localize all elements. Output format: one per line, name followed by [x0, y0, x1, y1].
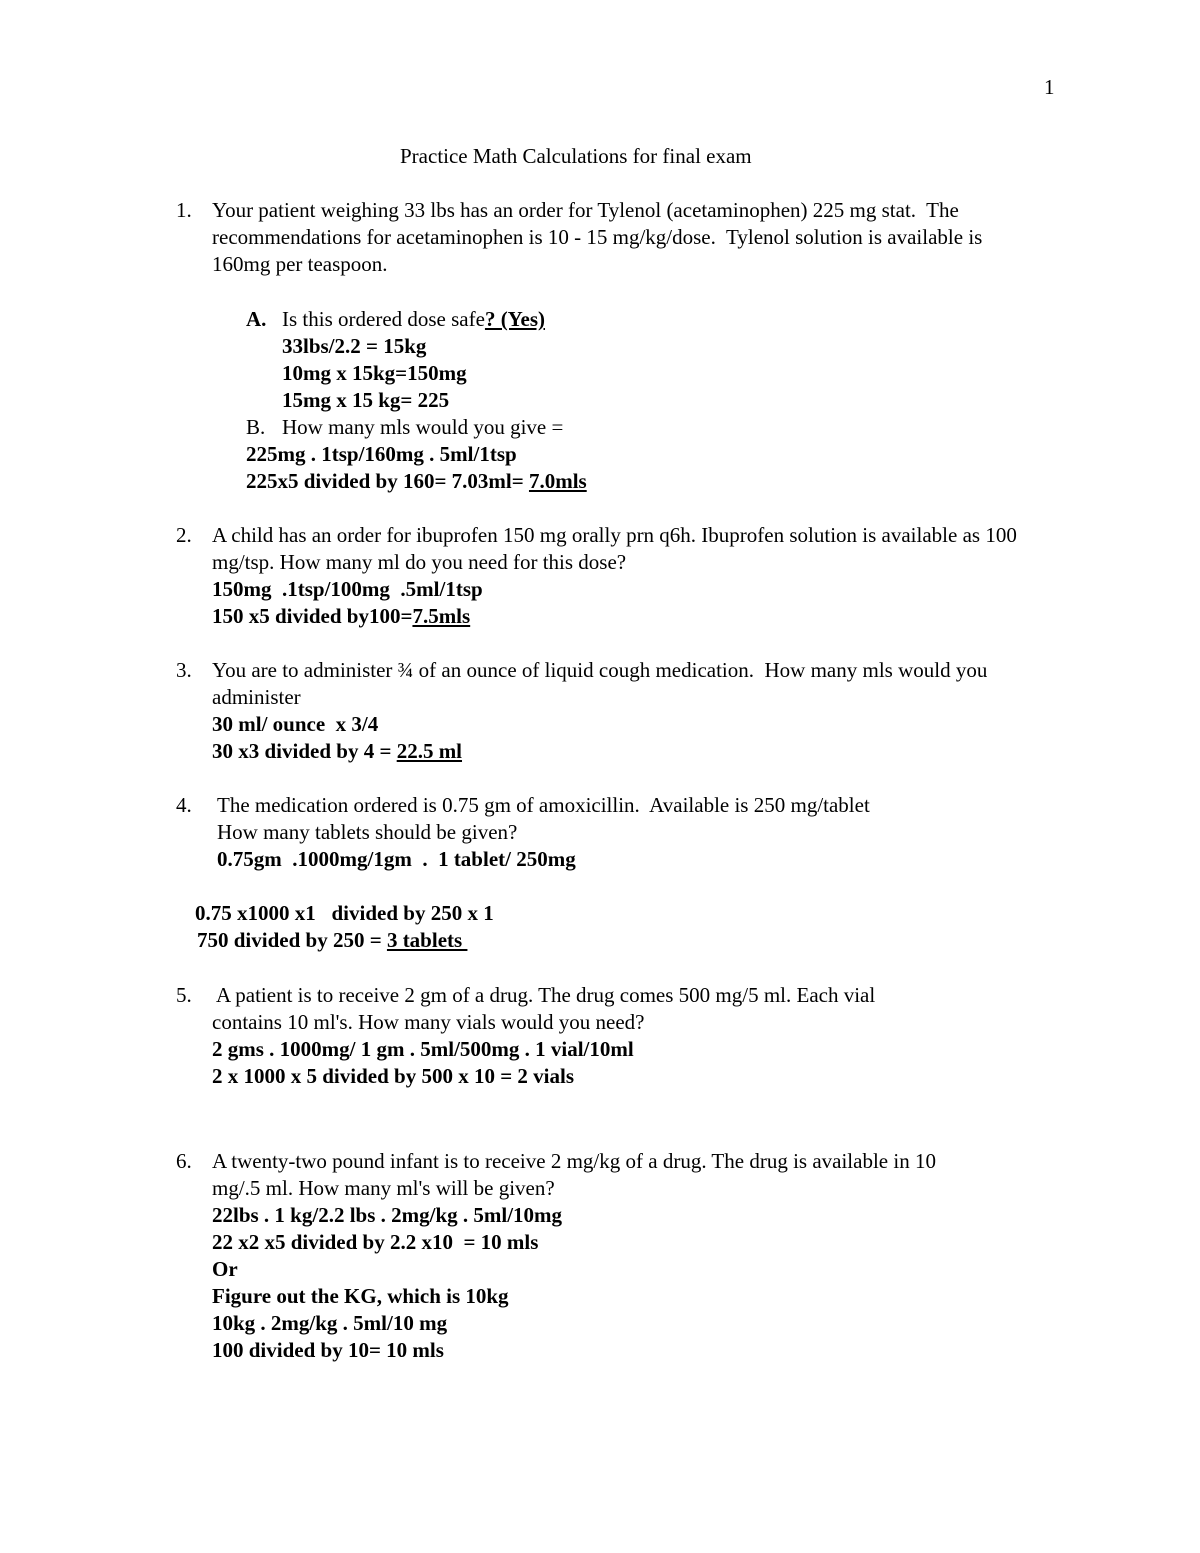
final-answer: 3 tablets — [386, 928, 468, 952]
subquestion-text — [282, 306, 545, 333]
subquestion-answer: ? (Yes) — [484, 307, 546, 331]
work-line: 33lbs/2.2 = 15kg — [282, 334, 427, 358]
question-number: 3. — [176, 658, 192, 682]
subquestion-label: B. — [246, 415, 266, 439]
question-text-line: administer — [212, 685, 301, 709]
final-answer: 7.0mls — [528, 469, 587, 493]
work-line: 150mg .1tsp/100mg .5ml/1tsp — [212, 577, 483, 601]
final-answer-line — [197, 927, 467, 954]
question-text-line: You are to administer ¾ of an ounce of liquid cough medication. How many mls would you — [212, 658, 988, 682]
question-text-line: How many tablets should be given? — [217, 820, 518, 844]
work-line: 30 ml/ ounce x 3/4 — [212, 712, 379, 736]
work-line: Figure out the KG, which is 10kg — [212, 1284, 509, 1308]
work-line: 22lbs . 1 kg/2.2 lbs . 2mg/kg . 5ml/10mg — [212, 1203, 563, 1227]
question-text-line: 160mg per teaspoon. — [212, 252, 388, 276]
question-text-line: mg/tsp. How many ml do you need for this dose? — [212, 550, 627, 574]
question-text-line: The medication ordered is 0.75 gm of amoxicillin. Available is 250 mg/tablet — [217, 793, 870, 817]
question-text-line: A child has an order for ibuprofen 150 mg orally prn q6h. Ibuprofen solution is available as 100 — [212, 523, 1017, 547]
subquestion-question: How many mls would you give = — [282, 415, 564, 439]
final-answer: 7.5mls — [412, 604, 471, 628]
final-answer-line — [212, 603, 470, 630]
work-line: 15mg x 15 kg= 225 — [282, 388, 450, 412]
question-number: 5. — [176, 983, 192, 1007]
question-number: 1. — [176, 198, 192, 222]
final-answer-line: 2 x 1000 x 5 divided by 500 x 10 = 2 vials — [212, 1064, 575, 1088]
work-line: 0.75 x1000 x1 divided by 250 x 1 — [195, 901, 494, 925]
final-answer-line: 100 divided by 10= 10 mls — [212, 1338, 444, 1362]
page-title: Practice Math Calculations for final exam — [400, 144, 752, 168]
work-line: 2 gms . 1000mg/ 1 gm . 5ml/500mg . 1 vial/10ml — [212, 1037, 634, 1061]
question-text-line: recommendations for acetaminophen is 10 - 15 mg/kg/dose. Tylenol solution is available is — [212, 225, 983, 249]
subquestion-label: A. — [246, 307, 267, 331]
work-line: 10kg . 2mg/kg . 5ml/10 mg — [212, 1311, 448, 1335]
question-text-line: mg/.5 ml. How many ml's will be given? — [212, 1176, 555, 1200]
final-answer-line — [246, 468, 587, 495]
final-answer-prefix: 225x5 divided by 160= 7.03ml= — [246, 469, 529, 493]
question-number: 2. — [176, 523, 192, 547]
work-line: 225mg . 1tsp/160mg . 5ml/1tsp — [246, 442, 517, 466]
work-line: Or — [212, 1257, 238, 1281]
final-answer-line — [212, 738, 462, 765]
question-text-line: A twenty-two pound infant is to receive 2 mg/kg of a drug. The drug is available in 10 — [212, 1149, 936, 1173]
page-number: 1 — [1044, 75, 1055, 99]
question-number: 4. — [176, 793, 192, 817]
final-answer-prefix: 150 x5 divided by100= — [212, 604, 413, 628]
work-line: 0.75gm .1000mg/1gm . 1 tablet/ 250mg — [217, 847, 576, 871]
final-answer-prefix: 30 x3 divided by 4 = — [212, 739, 397, 763]
work-line: 22 x2 x5 divided by 2.2 x10 = 10 mls — [212, 1230, 539, 1254]
final-answer: 22.5 ml — [396, 739, 463, 763]
question-text-line: A patient is to receive 2 gm of a drug. The drug comes 500 mg/5 ml. Each vial — [216, 983, 876, 1007]
question-text-line: Your patient weighing 33 lbs has an order for Tylenol (acetaminophen) 225 mg stat. The — [212, 198, 959, 222]
final-answer-prefix: 750 divided by 250 = — [197, 928, 387, 952]
question-number: 6. — [176, 1149, 192, 1173]
subquestion-question: Is this ordered dose safe — [282, 307, 485, 331]
question-text-line: contains 10 ml's. How many vials would you need? — [212, 1010, 645, 1034]
work-line: 10mg x 15kg=150mg — [282, 361, 467, 385]
